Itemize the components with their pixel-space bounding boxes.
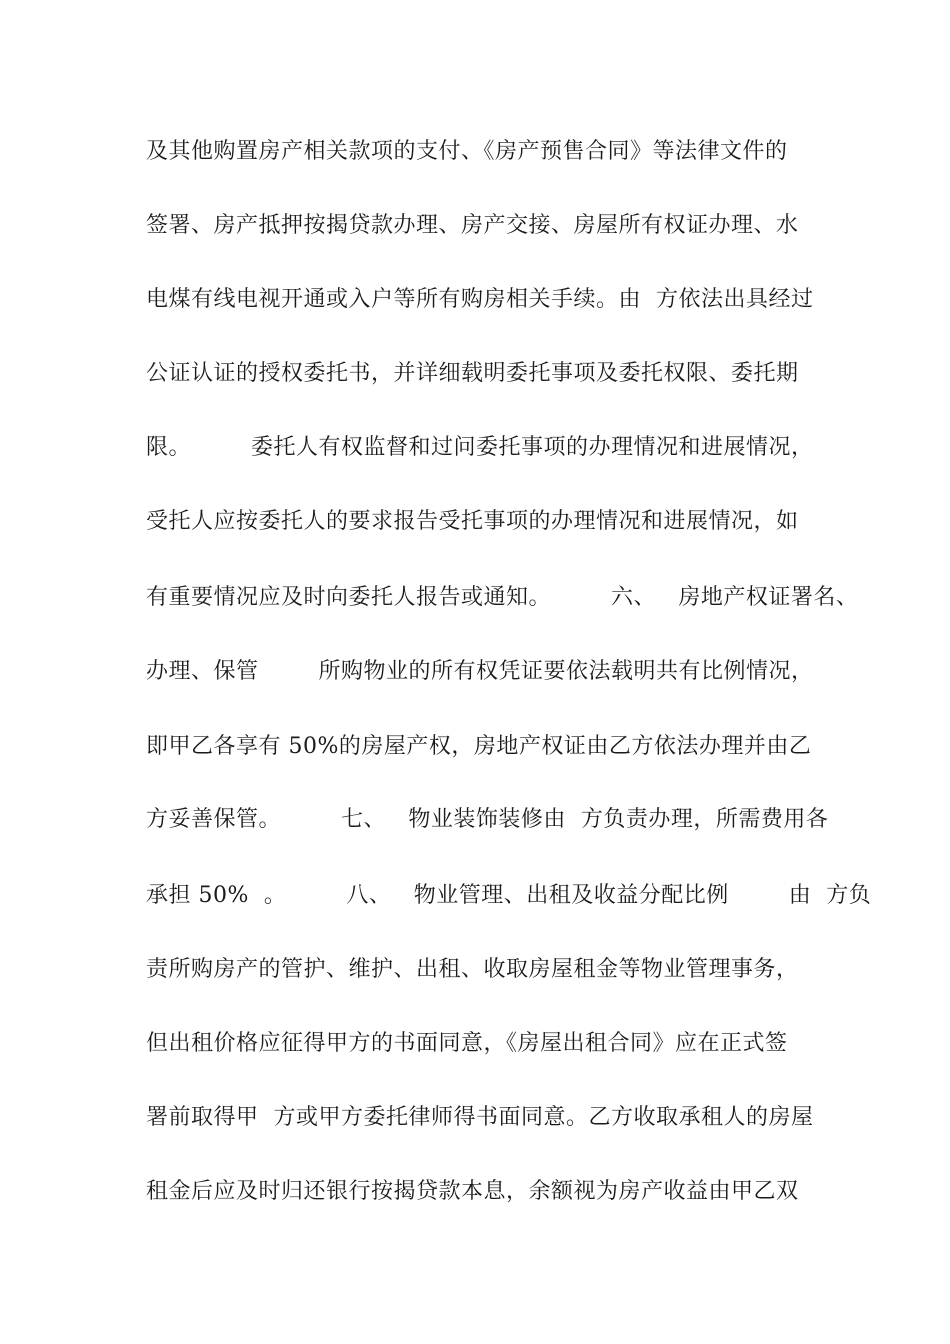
paragraph-line: 公证认证的授权委托书，并详细载明委托事项及委托权限、委托期 [146, 361, 799, 386]
paragraph-line: 签署、房产抵押按揭贷款办理、房产交接、房屋所有权证办理、水 [146, 213, 799, 238]
paragraph-line: 限。 委托人有权监督和过问委托事项的办理情况和进展情况， [146, 435, 814, 460]
paragraph-line: 署前取得甲 方或甲方委托律师得书面同意。乙方收取承租人的房屋 [146, 1105, 814, 1130]
paragraph-line: 有重要情况应及时向委托人报告或通知。 六、 房地产权证署名、 [146, 585, 859, 610]
paragraph-line: 办理、保管 所购物业的所有权凭证要依法载明共有比例情况， [146, 659, 814, 684]
paragraph-line: 电煤有线电视开通或入户等所有购房相关手续。由 方依法出具经过 [146, 287, 814, 312]
paragraph-line: 承担 50% 。 八、 物业管理、出租及收益分配比例 由 方负 [146, 883, 872, 908]
paragraph-line: 但出租价格应征得甲方的书面同意，《房屋出租合同》应在正式签 [146, 1031, 788, 1056]
paragraph-line: 受托人应按委托人的要求报告受托事项的办理情况和进展情况，如 [146, 509, 799, 534]
paragraph-line: 租金后应及时归还银行按揭贷款本息，余额视为房产收益由甲乙双 [146, 1179, 799, 1204]
paragraph-line: 及其他购置房产相关款项的支付、《房产预售合同》等法律文件的 [146, 139, 788, 164]
paragraph-line: 方妥善保管。 七、 物业装饰装修由 方负责办理，所需费用各 [146, 807, 829, 832]
paragraph-line: 责所购房产的管护、维护、出租、收取房屋租金等物业管理事务， [146, 957, 799, 982]
paragraph-line: 即甲乙各享有 50%的房屋产权，房地产权证由乙方依法办理并由乙 [146, 734, 812, 759]
